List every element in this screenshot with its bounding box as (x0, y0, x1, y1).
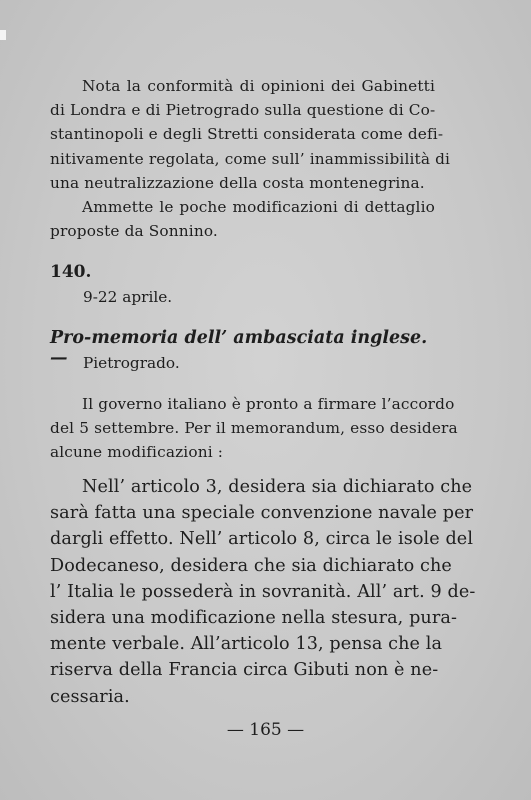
paragraph-1-line: nitivamente regolata, come sull’ inammissibilità di (50, 149, 451, 168)
paragraph-1 (50, 74, 451, 195)
paragraph-2 (50, 195, 435, 243)
paragraph-4 (50, 474, 476, 710)
document-date: 9-22 aprile. (83, 288, 173, 306)
paragraph-2-line: Ammette le poche modificazioni di dettaglio (82, 198, 435, 216)
page-edge-mark (0, 30, 6, 40)
paragraph-1-line: Nota la conformità di opinioni dei Gabinetti (82, 77, 435, 95)
document-number: 140. (50, 262, 92, 282)
paragraph-4-line: riserva della Francia circa Gibuti non è ne- (50, 660, 439, 681)
paragraph-4-line: Dodecaneso, desidera che sia dichiarato che (50, 555, 452, 576)
document-title-place: Pietrogrado. (83, 354, 180, 372)
paragraph-4-line: Nell’ articolo 3, desidera sia dichiarato che (82, 477, 473, 497)
page-number: — 165 — (226, 720, 305, 740)
paragraph-4-line: mente verbale. All’articolo 13, pensa che la (50, 634, 443, 655)
paragraph-3-line: del 5 settembre. Per il memorandum, esso desidera (50, 419, 458, 438)
paragraph-1-line: di Londra e di Pietrogrado sulla questione di Co- (50, 101, 436, 120)
paragraph-4-line: sidera una modificazione nella stesura, pura- (50, 608, 458, 629)
paragraph-4-line: sarà fatta una speciale convenzione navale per (50, 503, 474, 524)
document-title: Pro-memoria dell’ ambasciata inglese. — (50, 328, 428, 368)
paragraph-3 (50, 392, 458, 465)
paragraph-3-line: alcune modificazioni : (50, 443, 224, 462)
paragraph-3-line: Il governo italiano è pronto a firmare l’accordo (82, 395, 455, 413)
paragraph-2-line: proposte da Sonnino. (50, 222, 218, 241)
paragraph-4-line: dargli effetto. Nell’ articolo 8, circa le isole del (50, 529, 474, 550)
paragraph-1-line: una neutralizzazione della costa montenegrina. (50, 173, 425, 192)
paragraph-4-line: cessaria. (50, 686, 130, 707)
paragraph-4-line: l’ Italia le possederà in sovranità. All’ art. 9 de- (50, 581, 476, 602)
paragraph-1-line: stantinopoli e degli Stretti considerata come defi- (50, 125, 444, 144)
